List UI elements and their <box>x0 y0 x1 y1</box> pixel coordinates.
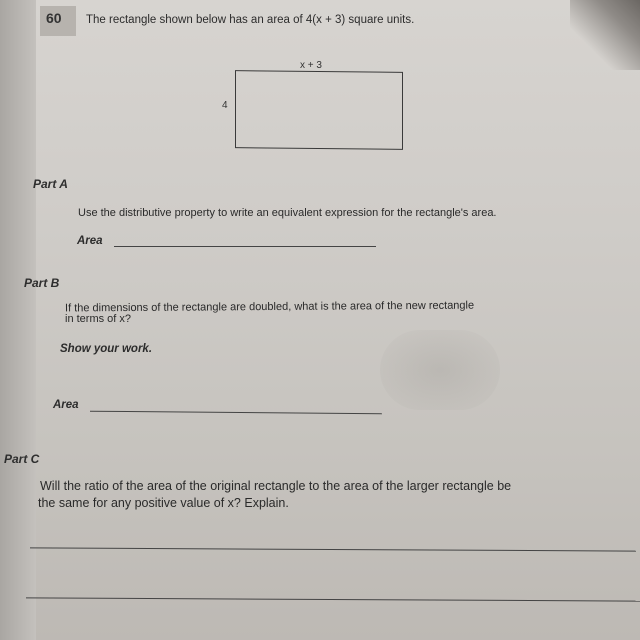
corner-shadow <box>570 0 640 70</box>
part-b-show-work: Show your work. <box>60 343 153 355</box>
part-c-prompt-line2: the same for any positive value of x? Explain. <box>38 496 289 510</box>
part-a-answer-line[interactable] <box>114 246 376 247</box>
question-text: The rectangle shown below has an area of 4(x + 3) square units. <box>86 14 415 26</box>
show-through-smudge <box>380 330 500 410</box>
part-b-area-label: Area <box>53 399 79 411</box>
part-c-prompt-line1: Will the ratio of the area of the original rectangle to the area of the larger rectangle be <box>40 479 512 493</box>
part-a-prompt: Use the distributive property to write an equivalent expression for the rectangle's area. <box>78 207 497 219</box>
rectangle-length-label: x + 3 <box>300 60 322 71</box>
part-b-answer-line[interactable] <box>90 411 382 415</box>
part-b-heading: Part B <box>24 276 60 290</box>
part-a-heading: Part A <box>33 177 68 191</box>
part-a-area-label: Area <box>77 235 103 247</box>
underlying-sheet <box>0 0 36 640</box>
rectangle-figure <box>235 70 403 150</box>
part-c-heading: Part C <box>4 452 40 466</box>
part-b-prompt-line2: in terms of x? <box>65 313 132 325</box>
question-number: 60 <box>46 10 62 26</box>
part-c-answer-line-1[interactable] <box>30 547 636 551</box>
rectangle-width-label: 4 <box>222 100 228 111</box>
part-c-answer-line-2[interactable] <box>26 597 640 601</box>
part-b-prompt-line1: If the dimensions of the rectangle are doubled, what is the area of the new rectangle <box>64 299 475 315</box>
